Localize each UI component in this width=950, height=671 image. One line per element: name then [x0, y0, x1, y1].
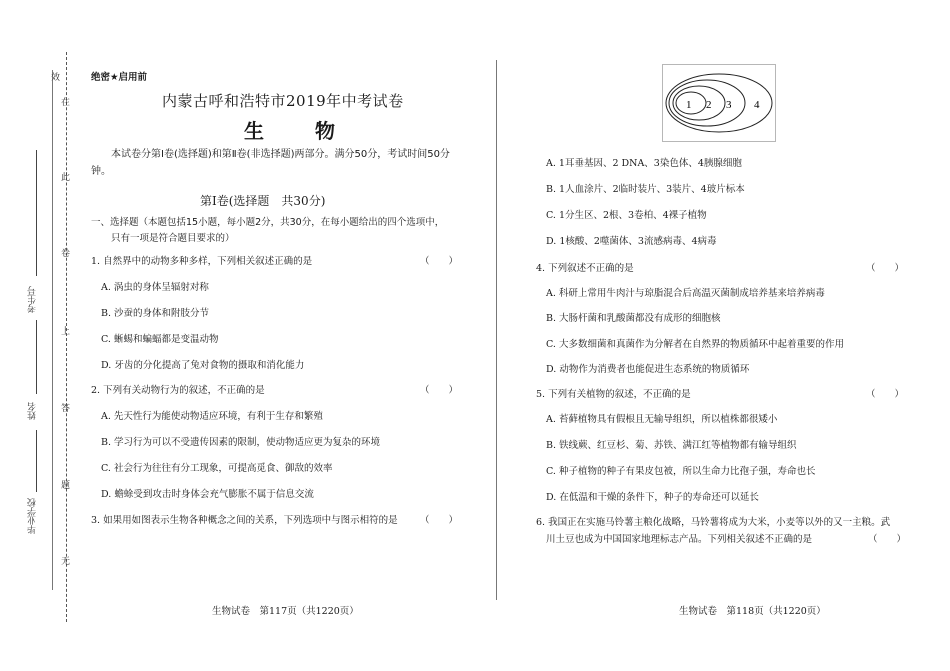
seal-char-1: 效: [51, 73, 61, 83]
q3-answer-paren: （ ）: [420, 515, 459, 526]
q4-option-b: B. 大肠杆菌和乳酸菌都没有成形的细胞核: [546, 313, 721, 324]
exam-title: 内蒙古呼和浩特市2019年中考试卷: [162, 92, 404, 110]
section-instructions-line2: 只有一项是符合题目要求的）: [111, 233, 235, 244]
school-fill-line[interactable]: [36, 430, 37, 492]
q1-option-b: B. 沙蚕的身体和附肢分节: [101, 308, 210, 319]
q3-option-d: D. 1核酸、2噬菌体、3流感病毒、4病毒: [546, 236, 717, 247]
name-fill-line[interactable]: [36, 320, 37, 394]
q2-option-c: C. 社会行为往往有分工现象，可提高觅食、御敌的效率: [101, 463, 333, 474]
diagram-label-1: 1: [686, 99, 692, 111]
q5-option-a: A. 苔藓植物具有假根且无输导组织，所以植株都很矮小: [546, 414, 778, 425]
q5-option-d: D. 在低温和干燥的条件下，种子的寿命还可以延长: [546, 492, 759, 503]
confidential-label: 绝密★启用前: [91, 72, 148, 83]
seal-char-5: 上: [61, 327, 71, 337]
diagram-ellipse-2: [673, 86, 725, 120]
subject-title: 生 物: [244, 119, 357, 143]
diagram-label-2: 2: [706, 99, 712, 111]
q3-stem: 3. 如果用如图表示生物各种概念之间的关系，下列选项中与图示相符的是: [91, 515, 398, 526]
name-label: 姓名: [28, 402, 38, 420]
q2-answer-paren: （ ）: [420, 385, 459, 396]
student-id-label: 考生号: [28, 286, 38, 313]
seal-char-7: 题: [61, 481, 71, 491]
seal-char-8: 无: [61, 557, 71, 567]
q4-option-a: A. 科研上常用牛肉汁与琼脂混合后高温灭菌制成培养基来培养病毒: [546, 288, 825, 299]
section-instructions-line1: 一、选择题（本题包括15小题，每小题2分，共30分，在每小题给出的四个选项中，: [91, 217, 445, 228]
q1-stem: 1. 自然界中的动物多种多样，下列相关叙述正确的是: [91, 256, 313, 267]
q5-option-b: B. 铁线蕨、红豆杉、菊、苏铁、满江红等植物都有输导组织: [546, 440, 797, 451]
concept-nesting-diagram: [662, 64, 776, 142]
left-page-footer: 生物试卷 第117页（共1220页）: [212, 606, 359, 617]
seal-char-3: 此: [61, 173, 71, 183]
seal-char-6: 答: [61, 404, 71, 414]
q1-option-c: C. 蜥蜴和蝙蝠都是变温动物: [101, 334, 219, 345]
binding-dashed-line: [66, 52, 67, 622]
school-label: 毕业学校: [28, 498, 38, 534]
q1-answer-paren: （ ）: [420, 256, 459, 267]
q2-option-a: A. 先天性行为能使动物适应环境，有利于生存和繁殖: [101, 411, 323, 422]
q5-stem: 5. 下列有关植物的叙述，不正确的是: [536, 389, 691, 400]
q2-stem: 2. 下列有关动物行为的叙述，不正确的是: [91, 385, 265, 396]
diagram-label-4: 4: [754, 99, 760, 111]
q2-option-d: D. 蟾蜍受到攻击时身体会充气膨胀不属于信息交流: [101, 489, 314, 500]
q6-answer-paren: （ ）: [868, 534, 907, 545]
right-page-footer: 生物试卷 第118页（共1220页）: [679, 606, 826, 617]
q3-option-c: C. 1分生区、2根、3卷柏、4裸子植物: [546, 210, 707, 221]
part1-title: 第Ⅰ卷(选择题 共30分): [200, 194, 326, 208]
q3-option-b: B. 1人血涂片、2临时装片、3装片、4玻片标本: [546, 184, 745, 195]
binding-solid-line: [52, 70, 53, 590]
student-id-fill-line[interactable]: [36, 150, 37, 276]
q1-option-a: A. 涡虫的身体呈辐射对称: [101, 282, 209, 293]
q5-option-c: C. 种子植物的种子有果皮包被，所以生命力比孢子强，寿命也长: [546, 466, 816, 477]
q1-option-d: D. 牙齿的分化提高了兔对食物的摄取和消化能力: [101, 360, 305, 371]
seal-char-4: 卷: [61, 249, 71, 259]
q4-stem: 4. 下列叙述不正确的是: [536, 263, 634, 274]
exam-intro: 本试卷分第Ⅰ卷(选择题)和第Ⅱ卷(非选择题)两部分。满分50分，考试时间50分钟。: [91, 149, 450, 177]
seal-char-2: 在: [61, 98, 71, 108]
q4-option-c: C. 大多数细菌和真菌作为分解者在自然界的物质循环中起着重要的作用: [546, 339, 844, 350]
q2-option-b: B. 学习行为可以不受遗传因素的限制，使动物适应更为复杂的环境: [101, 437, 381, 448]
q5-answer-paren: （ ）: [866, 389, 905, 400]
diagram-label-3: 3: [726, 99, 732, 111]
page-divider: [496, 60, 497, 600]
q4-answer-paren: （ ）: [866, 263, 905, 274]
q6-stem-line2: 川土豆也成为中国国家地理标志产品。下列相关叙述不正确的是: [546, 534, 813, 545]
q3-option-a: A. 1耳垂基因、2 DNA、3染色体、4胰腺细胞: [546, 158, 742, 169]
q6-stem-line1: 6. 我国正在实施马铃薯主粮化战略，马铃薯将成为大米，小麦等以外的又一主粮。武: [536, 517, 891, 528]
q4-option-d: D. 动物作为消费者也能促进生态系统的物质循环: [546, 364, 750, 375]
